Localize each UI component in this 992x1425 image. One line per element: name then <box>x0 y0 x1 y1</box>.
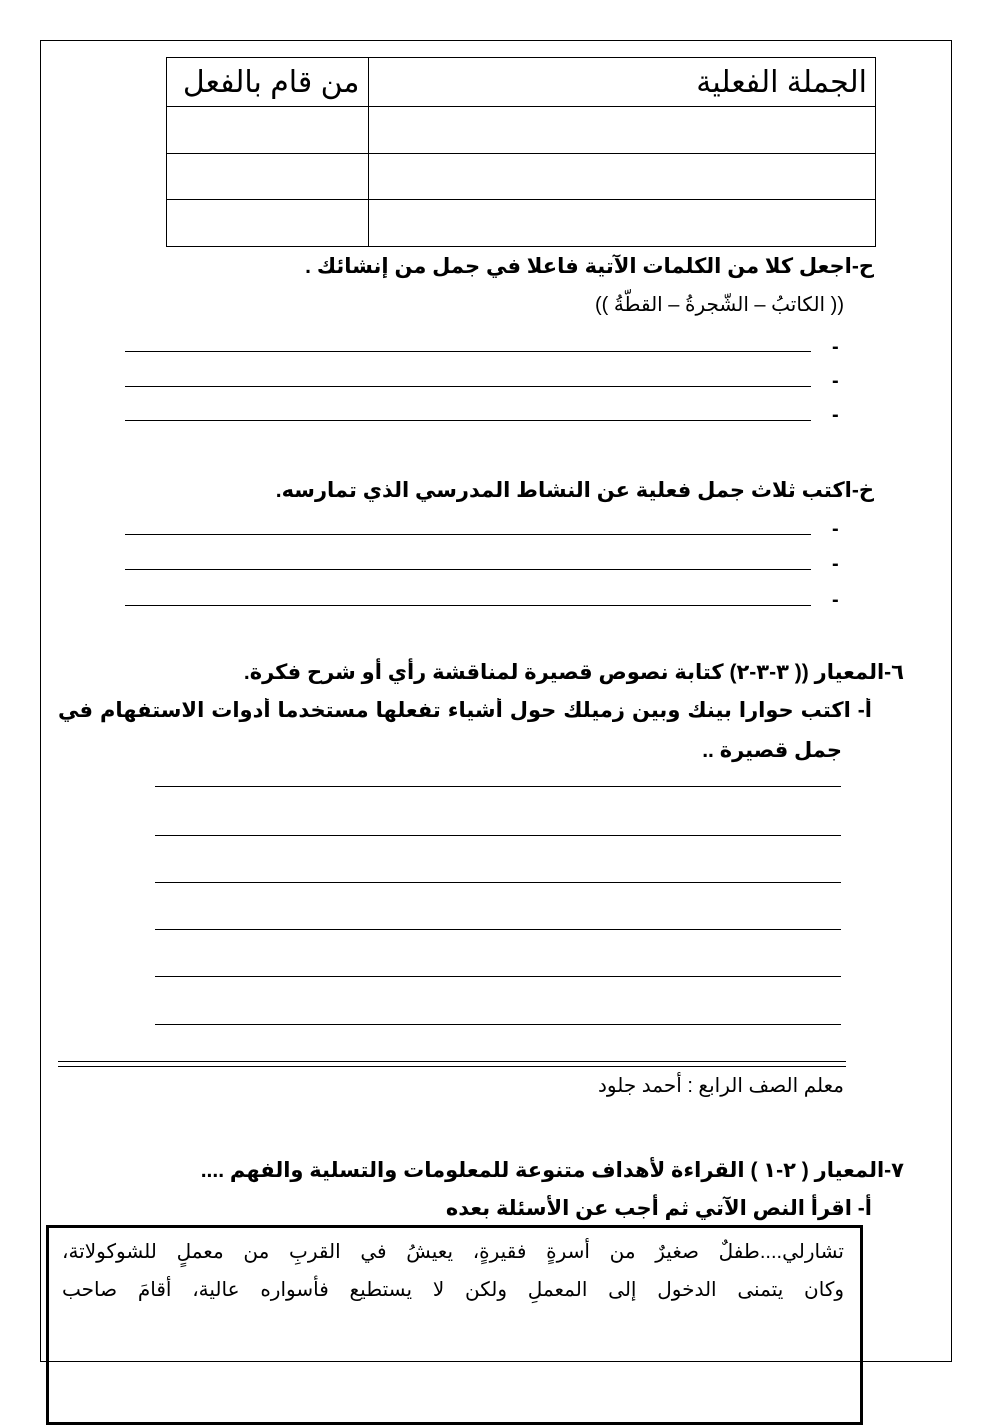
table-row <box>167 200 876 247</box>
answer-line[interactable] <box>155 786 841 787</box>
bullet-dash: - <box>832 589 839 611</box>
answer-cell[interactable] <box>368 153 875 200</box>
table-header-row <box>167 58 876 107</box>
standard7-item-a: أ- اقرأ النص الآتي ثم أجب عن الأسئلة بعده <box>445 1197 872 1220</box>
answer-line[interactable] <box>155 1024 841 1025</box>
standard6-item-a-line2: جمل قصيرة .. <box>702 739 842 762</box>
answer-line[interactable] <box>155 929 841 930</box>
answer-line[interactable] <box>125 605 811 606</box>
section-h-words: (( الكاتبُ – الشّجرةُ – القطّةُ )) <box>594 294 844 316</box>
divider-rule <box>58 1061 846 1062</box>
table-row <box>167 153 876 200</box>
answer-line[interactable] <box>125 420 811 421</box>
answer-cell[interactable] <box>368 107 875 154</box>
table-row <box>167 107 876 154</box>
header-verbal-sentence: الجملة الفعلية <box>368 58 875 107</box>
answer-cell[interactable] <box>167 107 369 154</box>
standard6-title: ٦-المعيار (( ٣-٣-٢) كتابة نصوص قصيرة لمناقشة رأي أو شرح فكرة. <box>243 661 904 684</box>
standard7-title: ٧-المعيار ( ٢-١ ) القراءة لأهداف متنوعة للمعلومات والتسلية والفهم .... <box>200 1159 904 1182</box>
bullet-dash: - <box>832 370 839 392</box>
section-kh-title: خ-اكتب ثلاث جمل فعلية عن النشاط المدرسي الذي تمارسه. <box>275 479 874 502</box>
answer-line[interactable] <box>125 351 811 352</box>
answer-cell[interactable] <box>167 200 369 247</box>
bullet-dash: - <box>832 336 839 358</box>
answer-line[interactable] <box>155 882 841 883</box>
section-h-title: ح-اجعل كلا من الكلمات الآتية فاعلا في جمل من إنشائك . <box>305 255 874 278</box>
answer-line[interactable] <box>125 534 811 535</box>
standard6-item-a-line1: أ- اكتب حوارا بينك وبين زميلك حول أشياء تفعلها مستخدما أدوات الاستفهام في <box>58 699 872 722</box>
answer-line[interactable] <box>125 386 811 387</box>
story-line-2: وكان يتمنى الدخول إلى المعملِ ولكن لا يستطيع فأسواره عالية، أقامَ صاحب <box>62 1279 844 1301</box>
divider-rule <box>58 1066 846 1067</box>
answer-line[interactable] <box>155 835 841 836</box>
bullet-dash: - <box>832 404 839 426</box>
story-line-1: تشارلي....طفلٌ صغيرٌ من أسرةٍ فقيرةٍ، يعيشُ في القربِ من معملٍ للشوكولاتة، <box>62 1241 844 1263</box>
bullet-dash: - <box>832 553 839 575</box>
bullet-dash: - <box>832 518 839 540</box>
teacher-name: معلم الصف الرابع : أحمد جلود <box>598 1075 844 1097</box>
answer-cell[interactable] <box>368 200 875 247</box>
answer-line[interactable] <box>125 569 811 570</box>
answer-line[interactable] <box>155 976 841 977</box>
header-doer: من قام بالفعل <box>167 58 369 107</box>
answer-cell[interactable] <box>167 153 369 200</box>
verb-sentence-table <box>166 57 876 247</box>
